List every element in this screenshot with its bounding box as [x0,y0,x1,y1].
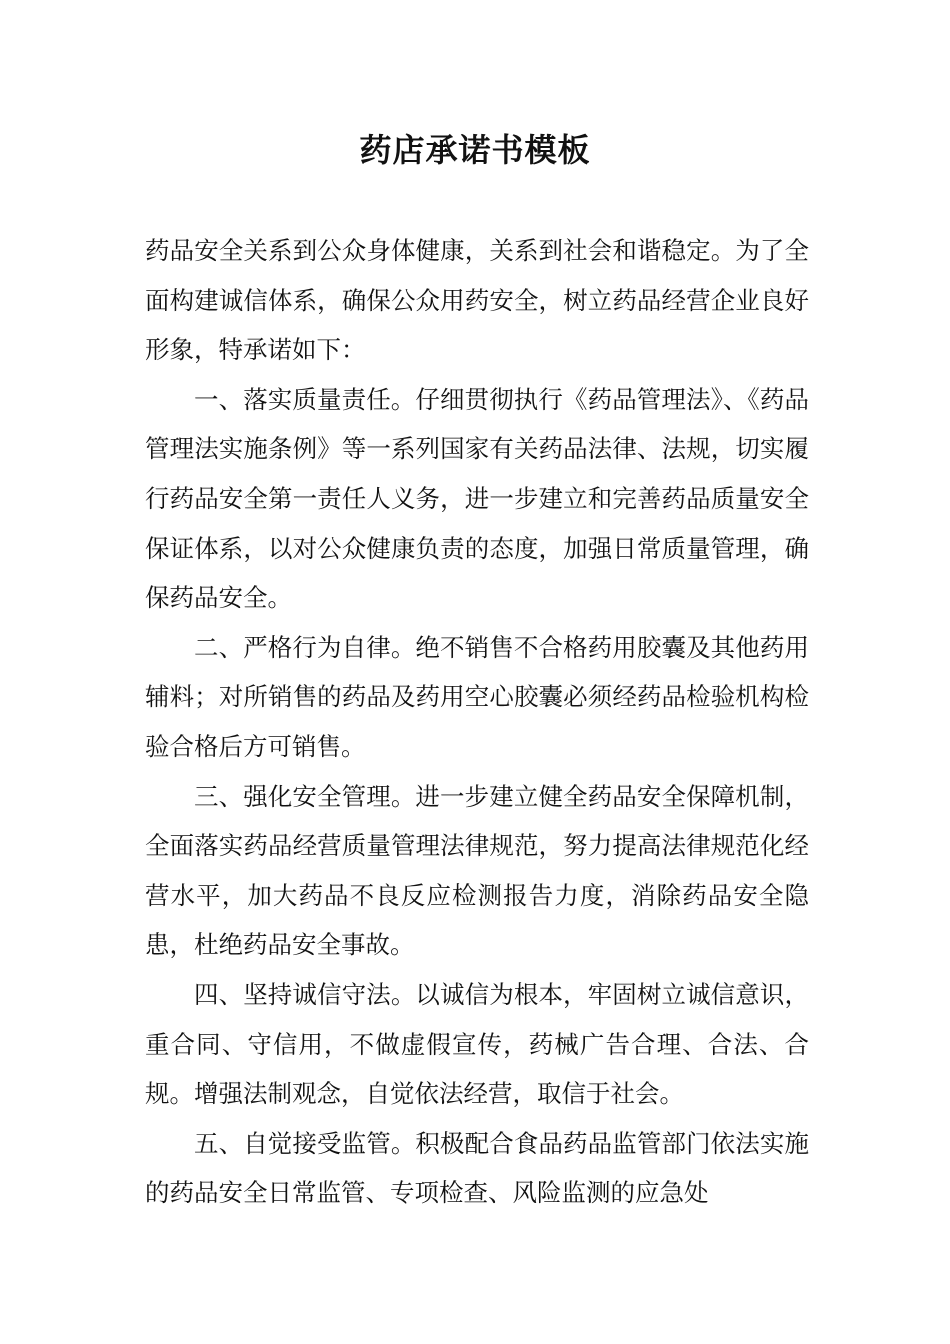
paragraph-item-1: 一、落实质量责任。仔细贯彻执行《药品管理法》、《药品管理法实施条例》等一系列国家有关药品法律、法规，切实履行药品安全第一责任人义务，进一步建立和完善药品质量安全保证体系，以对公众健康负责的态度，加强日常质量管理，确保药品安全。 [145,384,809,613]
paragraph-item-2: 二、严格行为自律。绝不销售不合格药用胶囊及其他药用辅料；对所销售的药品及药用空心胶囊必须经药品检验机构检验合格后方可销售。 [145,632,809,761]
paragraph-item-3: 三、强化安全管理。进一步建立健全药品安全保障机制，全面落实药品经营质量管理法律规范，努力提高法律规范化经营水平，加大药品不良反应检测报告力度，消除药品安全隐患，杜绝药品安全事故。 [145,781,809,960]
document-title: 药店承诺书模板 [359,131,591,169]
paragraph-intro: 药品安全关系到公众身体健康，关系到社会和谐稳定。为了全面构建诚信体系，确保公众用药安全，树立药品经营企业良好形象，特承诺如下： [145,236,809,365]
document-body [145,226,809,1218]
paragraph-item-4: 四、坚持诚信守法。以诚信为根本，牢固树立诚信意识，重合同、守信用，不做虚假宣传，药械广告合理、合法、合规。增强法制观念，自觉依法经营，取信于社会。 [145,979,809,1109]
paragraph-item-5: 五、自觉接受监管。积极配合食品药品监管部门依法实施的药品安全日常监管、专项检查、风险监测的应急处 [145,1128,809,1208]
